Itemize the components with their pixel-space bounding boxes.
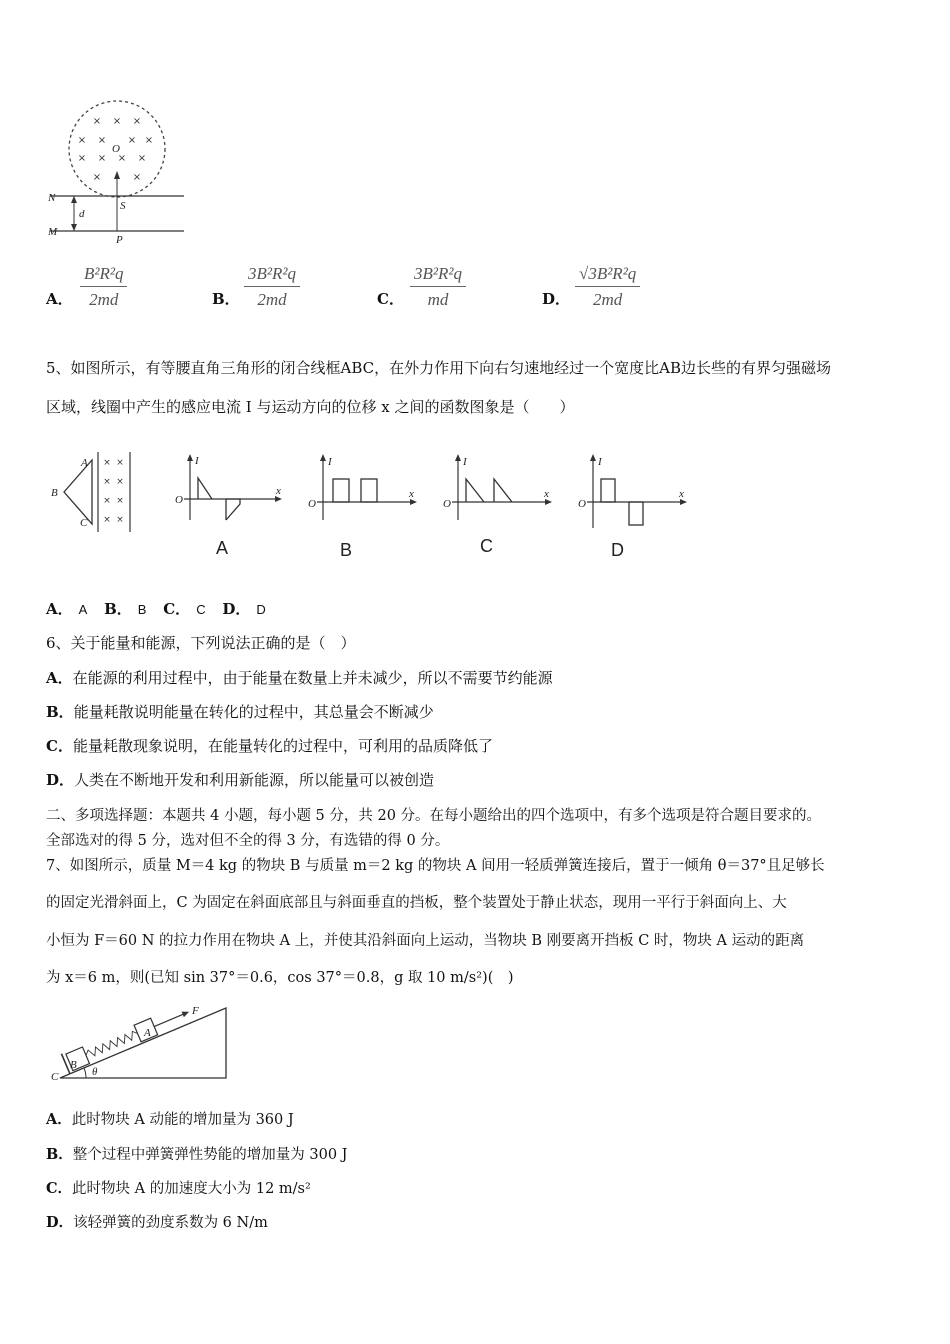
q6-option-b-label: B． xyxy=(46,703,74,721)
q5-graph-c xyxy=(440,452,558,524)
q6-option-d-label: D． xyxy=(46,771,75,789)
svg-text:×: × xyxy=(92,116,102,127)
q5-label-c: C xyxy=(80,517,88,529)
q5-graph-d-axis-x: x xyxy=(679,488,684,500)
q5-answer-b-value: B xyxy=(137,602,147,617)
q4-option-b-fraction xyxy=(244,264,300,310)
svg-text:×: × xyxy=(97,153,107,164)
q5-answer-d-label: D． xyxy=(222,600,251,618)
svg-text:×: × xyxy=(103,477,111,487)
q5-graph-c-axis-i: I xyxy=(463,456,467,468)
q5-graph-b-origin: O xyxy=(308,498,316,510)
svg-text:×: × xyxy=(117,153,127,164)
q6-option-a-text: 在能源的利用过程中，由于能量在数量上并未减少，所以不需要节约能源 xyxy=(72,669,553,687)
q5-graph-c-caption: C xyxy=(480,536,493,556)
q4-option-b-numerator: 3B²R²q xyxy=(244,264,300,287)
q4-label-o: O xyxy=(112,143,120,155)
q5-graph-b-caption: B xyxy=(340,540,353,560)
q4-option-d-label: D． xyxy=(542,290,571,308)
q4-option-c-fraction xyxy=(410,264,466,310)
svg-text:×: × xyxy=(132,116,142,127)
svg-text:×: × xyxy=(103,496,111,506)
q6-option-b xyxy=(46,701,434,722)
svg-text:×: × xyxy=(127,135,137,146)
q6-option-c-text: 能量耗散现象说明，在能量转化的过程中，可利用的品质降低了 xyxy=(72,737,493,755)
svg-text:×: × xyxy=(132,172,142,183)
q6-option-d-text: 人类在不断地开发和利用新能源，所以能量可以被创造 xyxy=(74,771,435,789)
q7-incline-figure xyxy=(46,1000,236,1085)
q7-label-b: B xyxy=(70,1059,77,1071)
q7-option-d-label: D． xyxy=(46,1214,74,1231)
q5-graph-d-caption: D xyxy=(611,540,624,560)
q6-option-a-label: A． xyxy=(46,669,73,687)
q7-option-c-label: C． xyxy=(46,1180,73,1197)
q5-stem-line1: 5、如图所示，有等腰直角三角形的闭合线框ABC，在外力作用下向右匀速地经过一个宽度比AB边长些的有界匀强磁场 xyxy=(46,359,832,377)
q5-graph-a-axis-i: I xyxy=(195,455,199,467)
q6-stem: 6、关于能量和能源，下列说法正确的是（ ） xyxy=(46,634,356,652)
q5-label-a: A xyxy=(81,457,88,469)
section2-heading-line2: 全部选对的得 5 分，选对但不全的得 3 分，有选错的得 0 分。 xyxy=(46,833,450,849)
q5-graph-b xyxy=(305,452,423,524)
q5-answer-c-label: C． xyxy=(163,600,191,618)
q7-stem-line2: 的固定光滑斜面上，C 为固定在斜面底部且与斜面垂直的挡板，整个装置处于静止状态，现用一平行于斜面向上、大 xyxy=(46,895,787,911)
q7-label-c: C xyxy=(51,1071,59,1083)
q4-label-d: d xyxy=(79,208,85,220)
q5-graph-d-origin: O xyxy=(578,498,586,510)
q5-answer-b-label: B． xyxy=(104,600,132,618)
q5-graph-a-axis-x: x xyxy=(276,485,281,497)
svg-text:×: × xyxy=(137,153,147,164)
section2-heading-line1: 二、多项选择题：本题共 4 小题，每小题 5 分，共 20 分。在每小题给出的四个选项中，有多个选项是符合题目要求的。 xyxy=(46,808,822,824)
q5-answer-a-label: A． xyxy=(46,600,73,618)
q5-label-b: B xyxy=(51,487,58,499)
q5-graph-b-axis-i: I xyxy=(328,456,332,468)
svg-text:×: × xyxy=(144,135,154,146)
q7-option-d xyxy=(46,1211,268,1232)
q4-option-c-label: C． xyxy=(377,290,404,308)
q5-graph-c-origin: O xyxy=(443,498,451,510)
q4-option-d-denominator: 2md xyxy=(593,290,623,309)
q6-option-c xyxy=(46,735,493,756)
q7-option-b-label: B． xyxy=(46,1146,73,1163)
q5-stem-line2: 区域，线圈中产生的感应电流 I 与运动方向的位移 x 之间的函数图象是（ ） xyxy=(46,398,575,416)
q7-label-a: A xyxy=(144,1027,151,1039)
q4-diagram xyxy=(44,95,194,250)
q7-stem-line4: 为 x＝6 m，则(已知 sin 37°＝0.6，cos 37°＝0.8，g 取 10 m/s²)( ) xyxy=(46,970,514,986)
svg-text:×: × xyxy=(116,496,124,506)
q5-graph-d-axis-i: I xyxy=(598,456,602,468)
q4-option-c-denominator: md xyxy=(427,290,449,309)
q4-option-d-fraction xyxy=(575,264,640,310)
svg-text:×: × xyxy=(103,515,111,525)
q7-option-c xyxy=(46,1177,311,1198)
svg-text:×: × xyxy=(112,116,122,127)
q5-answer-c-value: C xyxy=(196,602,206,617)
q5-answer-d-value: D xyxy=(256,602,266,617)
q5-graph-c-axis-x: x xyxy=(544,488,549,500)
q7-option-a-label: A． xyxy=(46,1111,72,1128)
q6-option-b-text: 能量耗散说明能量在转化的过程中，其总量会不断减少 xyxy=(73,703,434,721)
svg-text:×: × xyxy=(116,515,124,525)
q4-label-s: S xyxy=(120,200,126,212)
q4-option-c-numerator: 3B²R²q xyxy=(410,264,466,287)
q4-label-m: M xyxy=(48,226,58,238)
svg-text:×: × xyxy=(103,458,111,468)
svg-text:×: × xyxy=(116,477,124,487)
q5-graph-a xyxy=(170,452,288,524)
q4-option-b-label: B． xyxy=(212,290,240,308)
q4-option-a-label: A． xyxy=(46,290,73,308)
q5-answer-a-value: A xyxy=(78,602,88,617)
q4-option-b-denominator: 2md xyxy=(257,290,287,309)
q4-option-a-fraction xyxy=(80,264,127,310)
q5-graph-a-origin: O xyxy=(175,494,183,506)
q5-graph-d xyxy=(575,452,693,532)
q4-option-d-numerator: √3B²R²q xyxy=(575,264,640,287)
q4-label-p: P xyxy=(116,234,123,246)
svg-text:×: × xyxy=(97,135,107,146)
q7-option-b xyxy=(46,1143,347,1164)
q4-option-a-denominator: 2md xyxy=(89,290,119,309)
q5-frame-figure xyxy=(44,448,139,538)
svg-text:×: × xyxy=(77,153,87,164)
q7-stem-line3: 小恒为 F＝60 N 的拉力作用在物块 A 上，并使其沿斜面向上运动，当物块 B 刚要离开挡板 C 时，物块 A 运动的距离 xyxy=(46,933,805,949)
q6-option-a xyxy=(46,667,553,688)
q7-option-a xyxy=(46,1108,294,1129)
q7-stem-line1: 7、如图所示，质量 M＝4 kg 的物块 B 与质量 m＝2 kg 的物块 A 间用一轻质弹簧连接后，置于一倾角 θ＝37°且足够长 xyxy=(46,858,825,874)
q7-label-theta: θ xyxy=(92,1066,98,1078)
q7-option-d-text: 该轻弹簧的劲度系数为 6 N/m xyxy=(73,1215,268,1231)
q4-label-n: N xyxy=(48,192,56,204)
q6-option-d xyxy=(46,769,434,790)
svg-text:×: × xyxy=(92,172,102,183)
svg-text:×: × xyxy=(116,458,124,468)
q7-option-b-text: 整个过程中弹簧弹性势能的增加量为 300 J xyxy=(72,1147,348,1163)
q5-graph-b-axis-x: x xyxy=(409,488,414,500)
q4-option-a-numerator: B²R²q xyxy=(80,264,127,287)
q5-answer-options xyxy=(46,598,266,619)
q7-label-f: F xyxy=(192,1005,199,1017)
q5-graph-a-caption: A xyxy=(216,538,229,558)
q6-option-c-label: C． xyxy=(46,737,73,755)
q7-option-c-text: 此时物块 A 的加速度大小为 12 m/s² xyxy=(72,1181,311,1197)
svg-text:×: × xyxy=(77,135,87,146)
q7-option-a-text: 此时物块 A 动能的增加量为 360 J xyxy=(71,1112,294,1128)
